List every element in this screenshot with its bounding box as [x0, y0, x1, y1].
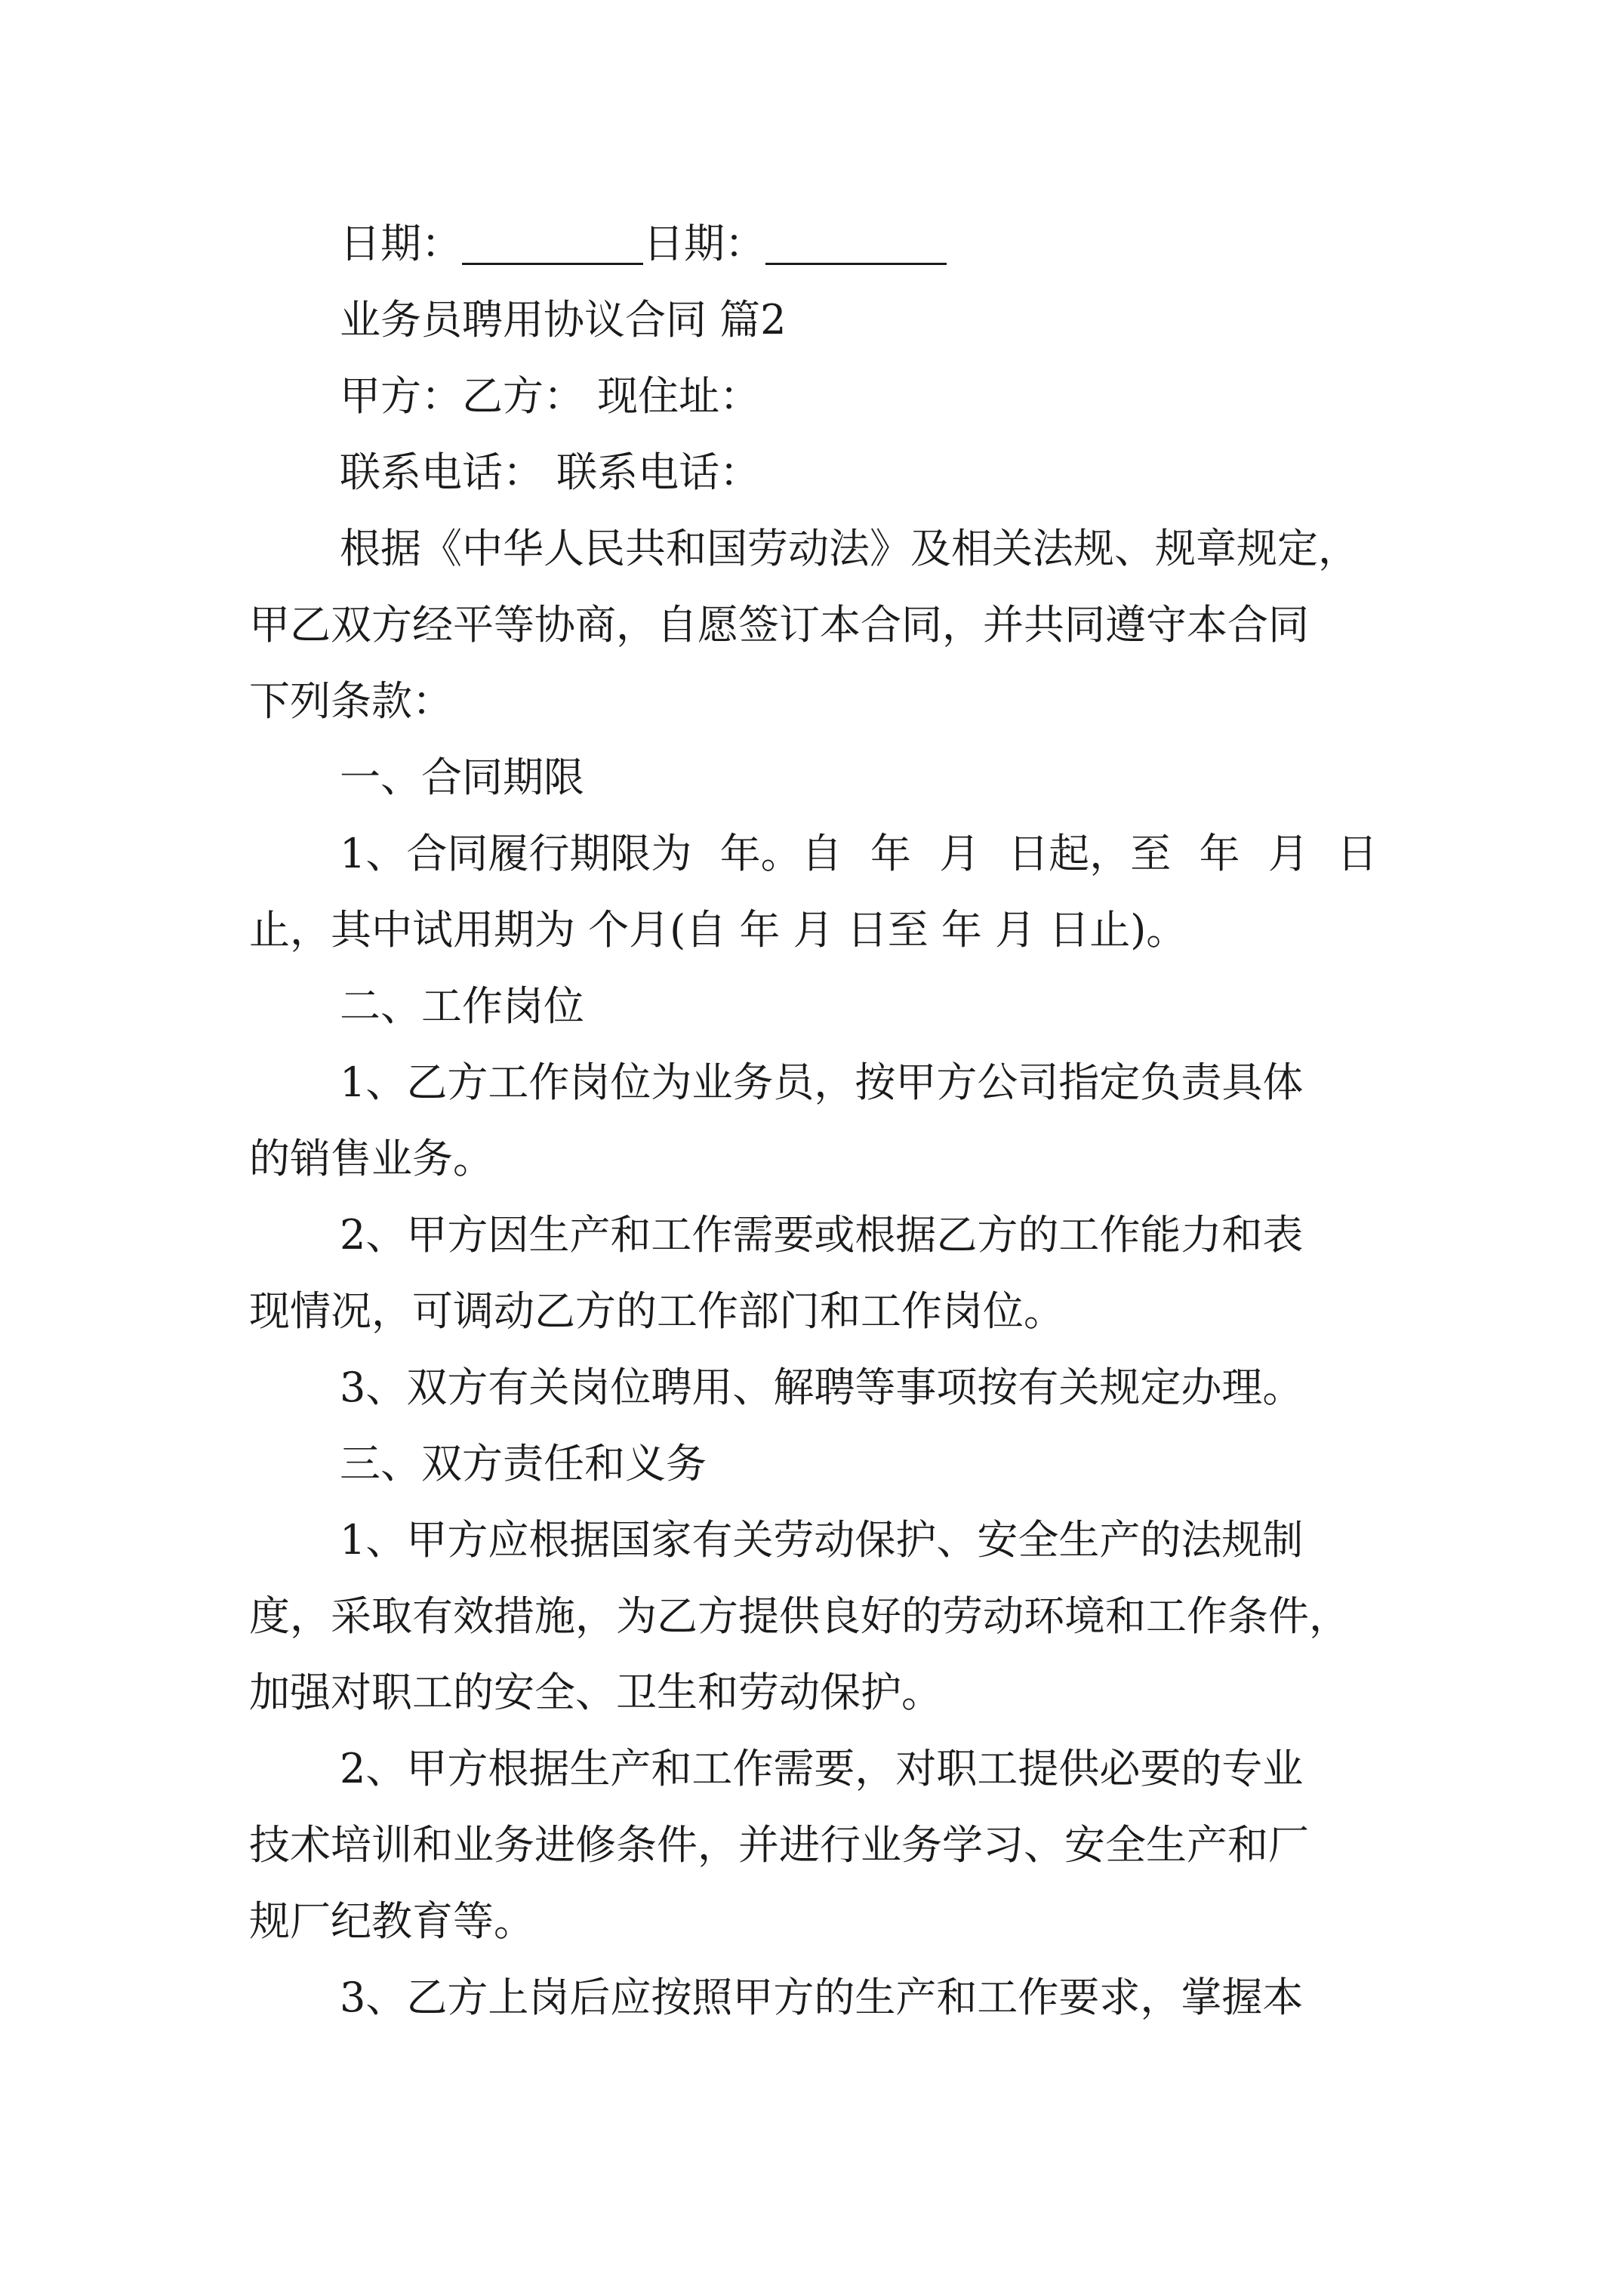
date-label: 日期：	[643, 220, 765, 267]
date-label: 日期：	[340, 220, 462, 267]
document-body	[249, 205, 1378, 2036]
section-title: 业务员聘用协议合同 篇2	[340, 296, 787, 344]
clause-2-2: 2、甲方因生产和工作需要或根据乙方的工作能力和表 现情况，可调动乙方的工作部门和工作岗位。	[249, 1211, 1304, 1335]
clause-1-1: 1、合同履行期限为 年。自 年 月 日起，至 年 月 日 止，其中试用期为 个月(自 年 月 日至 年 月 日止)。	[249, 830, 1378, 954]
signature-date-line	[249, 205, 1378, 282]
clause-2-3: 3、双方有关岗位聘用、解聘等事项按有关规定办理。	[340, 1364, 1304, 1411]
contact-line: 联系电话： 联系电话：	[340, 448, 761, 496]
heading-responsibilities: 三、双方责任和义务	[340, 1440, 707, 1487]
date-blank	[462, 222, 643, 265]
heading-job-position: 二、工作岗位	[340, 982, 584, 1030]
heading-contract-term: 一、合同期限	[340, 754, 584, 801]
clause-3-3: 3、乙方上岗后应按照甲方的生产和工作要求，掌握本	[340, 1974, 1304, 2021]
intro-paragraph: 根据《中华人民共和国劳动法》及相关法规、规章规定， 甲乙双方经平等协商，自愿签订本合同，并共同遵守本合同 下列条款：	[249, 525, 1359, 725]
clause-3-2: 2、甲方根据生产和工作需要，对职工提供必要的专业 技术培训和业务进修条件，并进行业务学习、安全生产和厂 规厂纪教育等。	[249, 1745, 1309, 1945]
parties-line: 甲方：乙方： 现住址：	[340, 372, 761, 420]
date-blank	[765, 222, 947, 265]
clause-3-1: 1、甲方应根据国家有关劳动保护、安全生产的法规制 度，采取有效措施，为乙方提供良好的劳动环境和工作条件， 加强对职工的安全、卫生和劳动保护。	[249, 1516, 1350, 1716]
clause-2-1: 1、乙方工作岗位为业务员，按甲方公司指定负责具体 的销售业务。	[249, 1059, 1304, 1182]
